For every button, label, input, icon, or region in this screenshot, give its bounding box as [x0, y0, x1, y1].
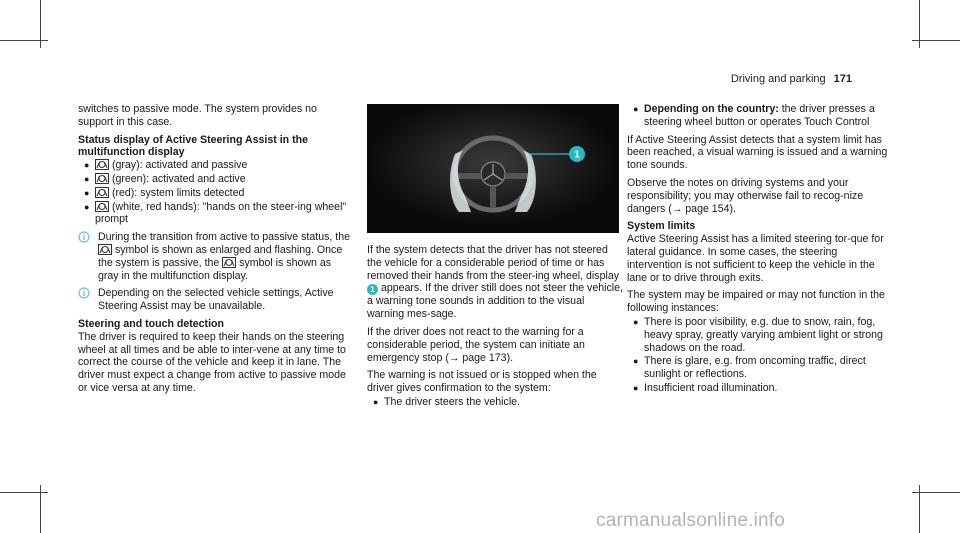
column-right [627, 103, 893, 396]
list-item: ● Insufficient road illumination. [633, 381, 778, 394]
steering-assist-icon [95, 173, 109, 184]
note: Depending on the selected vehicle settings, Active Steering Assist may be unavailable. [78, 287, 350, 313]
list-item: ● There is glare, e.g. from oncoming traffic, direct sunlight or reflections. [633, 355, 866, 381]
paragraph: If the driver does not react to the warning for a considerable period, the system can initiate an emergency stop (→ page 173). [367, 325, 585, 364]
intro-paragraph: switches to passive mode. The system provides no support in this case. [78, 103, 317, 128]
note-icon [78, 231, 90, 243]
page-number: 171 [833, 73, 852, 85]
column-left [78, 103, 350, 400]
section-title: Driving and parking [730, 73, 826, 85]
paragraph: If Active Steering Assist detects that a system limit has been reached, a visual warning is issued and a warning tone sounds. [627, 133, 888, 172]
list-item: ● (red): system limits detected [84, 186, 245, 199]
crop-mark [912, 40, 960, 41]
paragraph: The warning is not issued or is stopped when the driver gives confirmation to the system: [367, 369, 597, 395]
note: During the transition from active to passive status, the symbol is shown as enlarged and flashing. Once the system is passive, the symbol is shown as gray in the multifunction display. [78, 231, 350, 282]
list-item: ● (white, red hands): "hands on the steer-ing wheel" prompt [84, 200, 347, 226]
crop-mark [0, 40, 48, 41]
limits-heading: System limits [627, 220, 696, 233]
steering-wheel-figure [367, 104, 619, 233]
paragraph: Observe the notes on driving systems and your responsibility; you may otherwise fail to recog-nize dangers (→ page 154). [627, 176, 864, 215]
list-item: ● (green): activated and active [84, 172, 246, 185]
steering-assist-icon [95, 159, 109, 170]
running-header [731, 73, 852, 85]
column-middle [367, 244, 623, 410]
touch-heading: Steering and touch detection [78, 317, 224, 330]
figure-callout: 1 [574, 149, 580, 161]
steering-assist-icon [222, 257, 236, 268]
steering-assist-icon [98, 244, 112, 255]
watermark: carmanualsonline.info [596, 510, 786, 531]
crop-mark [0, 492, 48, 493]
touch-paragraph: The driver is required to keep their hands on the steering wheel at all times and be able to inter-vene at any time to correct the course of the vehicle and keep it in lane. The driver must expect a change from active to passive mode or vice versa at any time. [78, 330, 346, 394]
list-item: ● The driver steers the vehicle. [373, 395, 521, 408]
steering-wheel-illustration [367, 104, 619, 233]
list-item: ● Depending on the country: the driver presses a steering wheel button or operates Touch Control [633, 103, 875, 128]
status-heading: Status display of Active Steering Assist in the multifunction display [78, 133, 308, 159]
paragraph: The system may be impaired or may not function in the following instances: [627, 289, 885, 315]
crop-mark [912, 492, 960, 493]
list-item: ● There is poor visibility, e.g. due to snow, rain, fog, heavy spray, greatly varying ambient light or strong shadows on the road. [633, 315, 883, 354]
steering-assist-icon [95, 187, 109, 198]
paragraph: Active Steering Assist has a limited steering tor-que for lateral guidance. In some cases, the steering intervention is not sufficient to keep the vehicle in the lane or to drive through exits. [627, 233, 884, 284]
steering-assist-icon [95, 201, 109, 212]
callout-badge: 1 [367, 284, 378, 295]
list-item: ● (gray): activated and passive [84, 159, 248, 172]
paragraph: If the system detects that the driver has not steered the vehicle for a considerable period of time or has removed their hands from the steer-ing wheel, display 1 appears. If the driver still does not steer the vehicle, a warning tone sounds in addition to the visual warning mes-sage. [367, 244, 623, 321]
note-icon [78, 287, 90, 299]
